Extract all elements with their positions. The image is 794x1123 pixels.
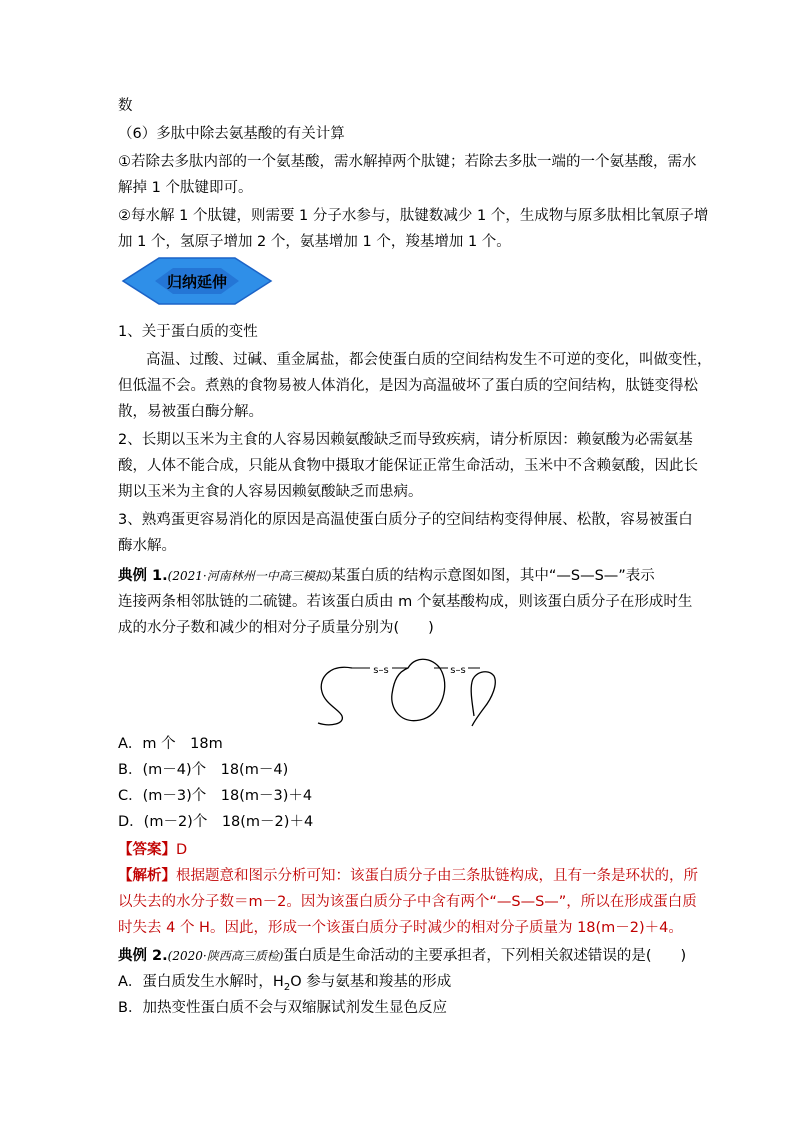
- text-line: 酸，人体不能合成，只能从食物中摄取才能保证正常生命活动，玉米中不含赖氨酸，因此长: [118, 458, 698, 474]
- subheading-peptide-calc: （6）多肽中除去氨基酸的有关计算: [118, 126, 345, 142]
- analysis-line: [118, 866, 698, 886]
- analysis-text: 时失去 4 个 H。因此，形成一个该蛋白质分子时减少的相对分子质量为 18(m－2)＋4。: [118, 920, 683, 936]
- text-line: 期以玉米为主食的人容易因赖氨酸缺乏而患病。: [118, 484, 423, 500]
- answer-line: [118, 840, 187, 860]
- text-line: 解掉 1 个肽键即可。: [118, 180, 253, 196]
- option-text: A．蛋白质发生水解时，H: [118, 974, 284, 990]
- text-line: 散，易被蛋白酶分解。: [118, 404, 263, 420]
- option-b: B．(m－4)个 18(m－4): [118, 762, 289, 778]
- example2-option-a: [118, 972, 451, 998]
- text-line: 连接两条相邻肽链的二硫键。若该蛋白质由 m 个氨基酸构成，则该蛋白质分子在形成时生: [118, 594, 693, 610]
- text-line: 数: [118, 98, 133, 114]
- section-badge-label: 归纳延伸: [166, 272, 227, 291]
- text-line: 加 1 个，氢原子增加 2 个，氨基增加 1 个，羧基增加 1 个。: [118, 234, 511, 250]
- analysis-text: 根据题意和图示分析可知：该蛋白质分子由三条肽链构成，且有一条是环状的，所: [176, 868, 698, 884]
- answer-label: 【答案】: [118, 842, 176, 858]
- answer-value: D: [176, 842, 188, 858]
- subscript: 2: [283, 981, 291, 993]
- option-a: A．m 个 18m: [118, 736, 223, 752]
- text-line: 3、熟鸡蛋更容易消化的原因是高温使蛋白质分子的空间结构变得伸展、松散，容易被蛋白: [118, 512, 693, 528]
- analysis-text: 以失去的水分子数＝m－2。因为该蛋白质分子中含有两个“—S—S—”，所以在形成蛋白质: [118, 894, 697, 910]
- text-line: 2、长期以玉米为主食的人容易因赖氨酸缺乏而导致疾病，请分析原因：赖氨酸为必需氨基: [118, 432, 693, 448]
- analysis-label: 【解析】: [118, 868, 176, 884]
- example2-stem-text: 蛋白质是生命活动的主要承担者，下列相关叙述错误的是( ): [283, 948, 687, 964]
- example2-option-b: B．加热变性蛋白质不会与双缩脲试剂发生显色反应: [118, 1000, 447, 1016]
- example1-stem: [118, 566, 655, 586]
- text-line: ②每水解 1 个肽键，则需要 1 分子水参与，肽键数减少 1 个，生成物与原多肽相比氧原子增: [118, 208, 709, 224]
- text-line: 但低温不会。煮熟的食物易被人体消化，是因为高温破坏了蛋白质的空间结构，肽链变得松: [118, 378, 698, 394]
- example1-source: (2021·河南林州一中高三模拟): [167, 569, 332, 583]
- text-line: 酶水解。: [118, 538, 176, 554]
- example2-source: (2020·陕西高三质检): [167, 949, 284, 963]
- example2-label: 典例 2.: [118, 948, 168, 964]
- example1-stem-text: 某蛋白质的结构示意图如图，其中“—S—S—”表示: [331, 568, 655, 584]
- text-line: 成的水分子数和减少的相对分子质量分别为( ): [118, 620, 434, 636]
- option-c: C．(m－3)个 18(m－3)＋4: [118, 788, 313, 804]
- example1-label: 典例 1.: [118, 568, 168, 584]
- text-line: ①若除去多肽内部的一个氨基酸，需水解掉两个肽键；若除去多肽一端的一个氨基酸，需水: [118, 154, 697, 170]
- disulfide-bond-label: s–s: [450, 665, 466, 676]
- section-item-title: 1、关于蛋白质的变性: [118, 324, 258, 340]
- disulfide-bond-label: s–s: [373, 665, 389, 676]
- option-text: O 参与氨基和羧基的形成: [290, 974, 452, 990]
- protein-structure-diagram: [312, 650, 498, 730]
- example2-stem: [118, 946, 686, 966]
- option-d: D．(m－2)个 18(m－2)＋4: [118, 814, 314, 830]
- text-line: 高温、过酸、过碱、重金属盐，都会使蛋白质的空间结构发生不可逆的变化，叫做变性，: [146, 352, 712, 368]
